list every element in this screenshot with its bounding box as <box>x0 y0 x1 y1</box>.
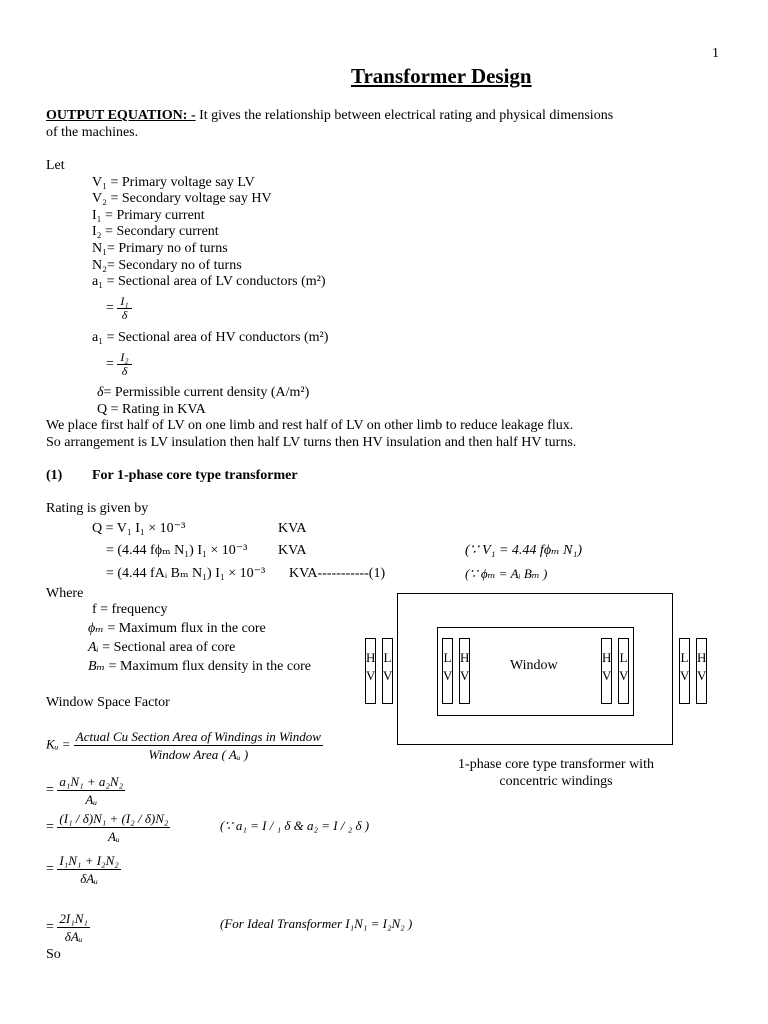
section-number: (1) <box>46 468 63 483</box>
kva-1: KVA <box>278 521 307 536</box>
def-v1: V₁ = Primary voltage say LV <box>92 175 255 190</box>
fraction-1: = $\frac{\text{a₁N₁ + a₂N₂}}{\text{Aᵤ}}$ <box>46 774 124 807</box>
fraction-4-note: (For Ideal Transformer I₁N₁ = I₂N₂ ) <box>220 916 413 931</box>
because-1: (∵ V₁ = 4.44 fϕₘ N₁) <box>465 543 583 558</box>
frac1-num: I₁ <box>117 295 131 309</box>
fraction-3: = I₁N₁ + I₂N₂ δAᵤ <box>46 853 119 886</box>
def-v2: V₂ = Secondary voltage say HV <box>92 191 272 206</box>
where-ai: Aᵢ = Sectional area of core <box>88 640 236 655</box>
paragraph-1: We place first half of LV on one limb and rest half of LV on other limb to reduce leakage flux. <box>46 418 574 433</box>
where-bm: Bₘ = Maximum flux density in the core <box>88 659 311 674</box>
where-phi: ϕₘ = Maximum flux in the core <box>88 621 266 636</box>
where-f: f = frequency <box>92 602 168 617</box>
frac1-den: δ <box>121 308 128 322</box>
def-n1: N₁= Primary no of turns <box>92 241 228 256</box>
where-label: Where <box>46 586 84 601</box>
equation-2: = (4.44 fϕₘ N₁) I₁ × 10⁻³ <box>106 543 248 558</box>
equals-sign: = <box>106 300 114 316</box>
page-title: Transformer Design <box>351 64 532 88</box>
coil-lv-outer-right: L V <box>679 638 690 704</box>
coil-hv-inner-left: H V <box>459 638 470 704</box>
frac2-den: δ <box>121 364 128 378</box>
so-label: So <box>46 947 61 962</box>
window-space-factor: Window Space Factor <box>46 695 170 710</box>
coil-hv-inner-right: H V <box>601 638 612 704</box>
kw-equation: Kᵤ = Actual Cu Section Area of Windings in Window Window Area ( Aᵤ ) <box>46 729 321 762</box>
fraction-4: = 2I₁N₁ δAᵤ <box>46 911 88 944</box>
section-title: For 1-phase core type transformer <box>92 468 298 483</box>
window-label: Window <box>510 658 558 673</box>
def-i1: I₁ = Primary current <box>92 208 205 223</box>
fraction-i2-delta <box>106 351 132 378</box>
coil-lv-inner-right: L V <box>618 638 629 704</box>
output-equation-label: OUTPUT EQUATION: - <box>46 108 196 123</box>
coil-hv-outer-right: H V <box>696 638 707 704</box>
coil-lv-outer-left: L V <box>382 638 393 704</box>
equation-3: = (4.44 fAᵢ Bₘ N₁) I₁ × 10⁻³ <box>106 566 266 581</box>
output-equation-line <box>46 108 613 124</box>
equals-sign: = <box>106 356 114 372</box>
def-delta: δ= Permissible current density (A/m²) <box>97 385 310 400</box>
output-equation-text-2: of the machines. <box>46 125 139 140</box>
kva-2: KVA <box>278 543 307 558</box>
def-a1-hv: a₁ = Sectional area of HV conductors (m²) <box>92 330 329 345</box>
page-number: 1 <box>712 46 719 61</box>
fraction-2-note: (∵ a₁ = I / ₁ δ & a₂ = I / ₂ δ ) <box>220 818 370 833</box>
diagram-caption-1: 1-phase core type transformer with <box>458 757 654 772</box>
def-a1-lv: a₁ = Sectional area of LV conductors (m²) <box>92 274 326 289</box>
equation-q: Q = V₁ I₁ × 10⁻³ <box>92 521 186 536</box>
rating-given: Rating is given by <box>46 501 149 516</box>
paragraph-2: So arrangement is LV insulation then half LV turns then HV insulation and then half HV turns. <box>46 435 577 450</box>
frac2-num: I₂ <box>117 351 131 365</box>
fraction-i1-delta <box>106 295 132 322</box>
kva-3: KVA-----------(1) <box>289 566 386 581</box>
output-equation-text: It gives the relationship between electrical rating and physical dimensions <box>195 108 614 123</box>
coil-lv-inner-left: L V <box>442 638 453 704</box>
coil-hv-outer-left: H V <box>365 638 376 704</box>
fraction-2: = $\frac{\text{(I₁ / δ)N₁ + (I₂ / δ)N₂}}{\text{Aᵤ}}$ <box>46 811 169 844</box>
diagram-caption-2: concentric windings <box>499 774 613 789</box>
because-2: (∵ ϕₘ = Aᵢ Bₘ ) <box>465 566 548 581</box>
def-i2: I₂ = Secondary current <box>92 224 219 239</box>
def-q: Q = Rating in KVA <box>97 402 206 417</box>
let-label: Let <box>46 158 65 173</box>
def-n2: N₂= Secondary no of turns <box>92 258 242 273</box>
